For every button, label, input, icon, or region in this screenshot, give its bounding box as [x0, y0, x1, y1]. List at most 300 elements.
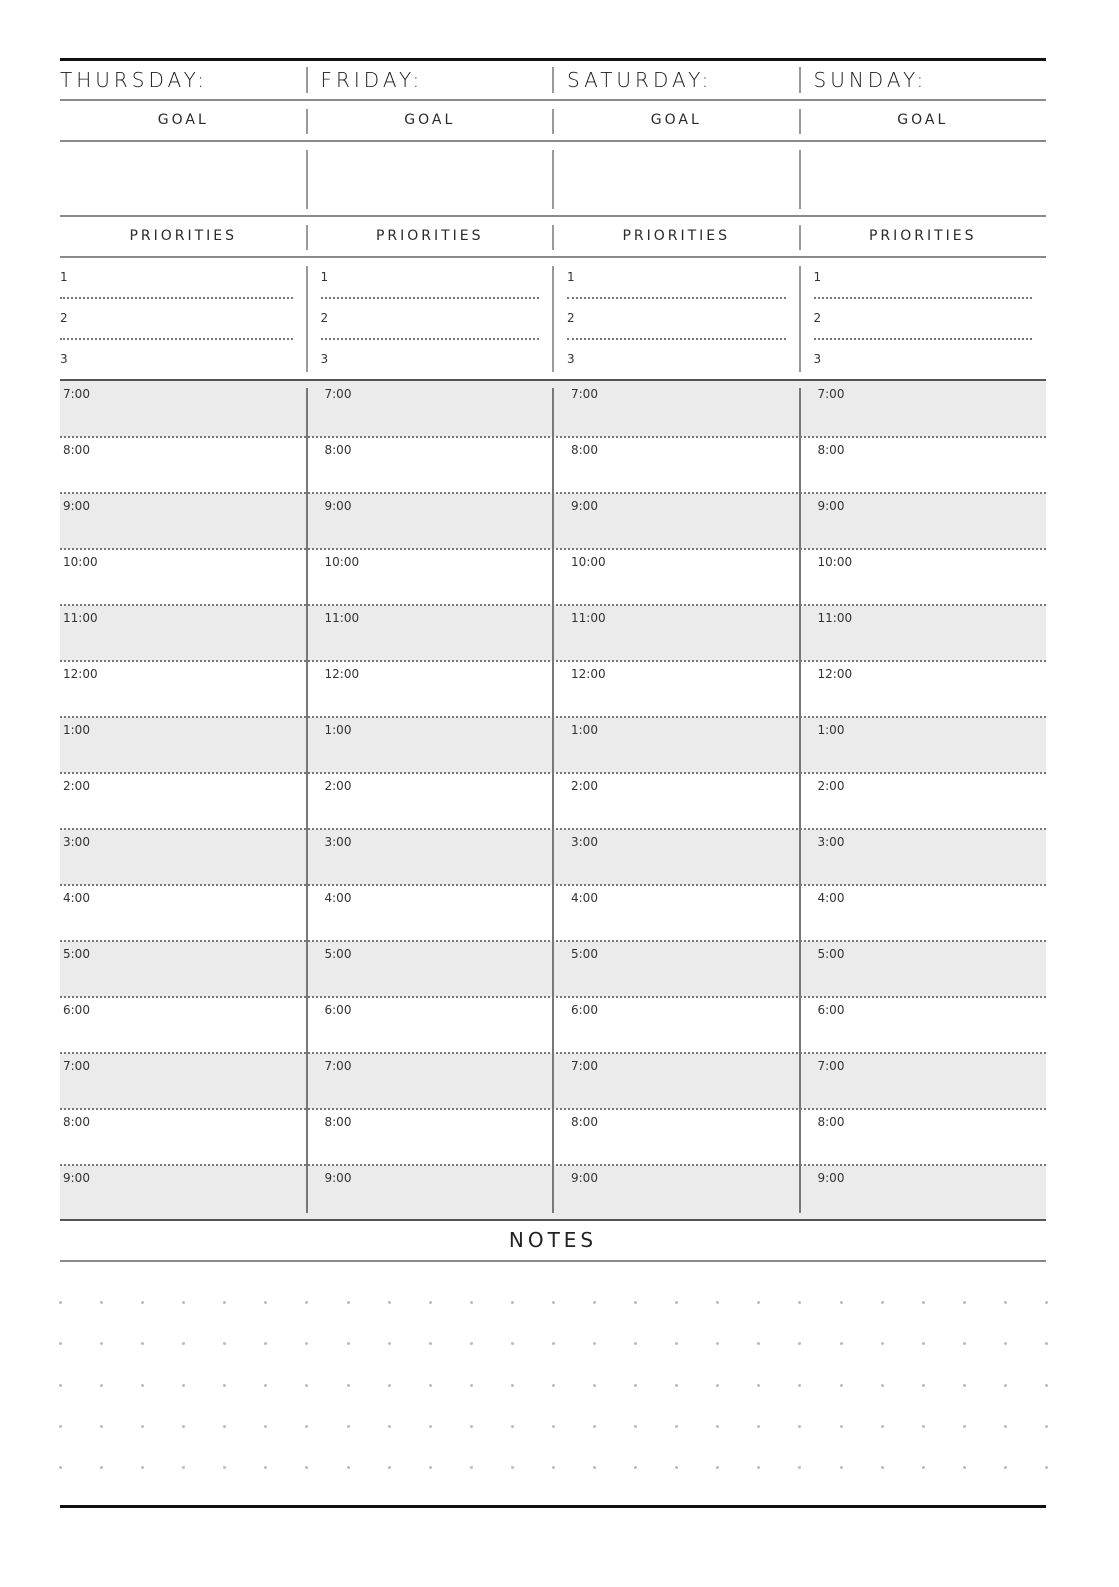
priority-input[interactable]: [74, 266, 291, 292]
grid-dot: [347, 1466, 350, 1469]
grid-dot: [922, 1425, 925, 1428]
grid-dot: [757, 1466, 760, 1469]
time-label: 11:00: [571, 611, 606, 625]
time-label: 7:00: [571, 387, 598, 401]
grid-dot: [593, 1384, 596, 1387]
goal-label: GOAL: [157, 112, 209, 128]
time-label: 9:00: [324, 499, 352, 513]
grid-dot: [881, 1301, 884, 1304]
time-slot-entry[interactable]: [110, 497, 297, 545]
time-label: 9:00: [571, 1171, 598, 1185]
grid-dot: [716, 1425, 719, 1428]
time-label: 7:00: [571, 1059, 598, 1073]
grid-dot: [141, 1301, 144, 1304]
priority-input[interactable]: [74, 307, 291, 333]
grid-dot: [881, 1466, 884, 1469]
goal-header-divider: [60, 140, 1046, 142]
grid-dot: [264, 1342, 267, 1345]
goal-label: GOAL: [404, 112, 456, 128]
grid-dot: [798, 1425, 801, 1428]
goal-label: GOAL: [897, 112, 949, 128]
priority-line: [321, 297, 540, 299]
day-header-divider: [60, 99, 1046, 101]
time-label: 1:00: [571, 723, 598, 737]
grid-dot: [675, 1301, 678, 1304]
grid-dot: [798, 1342, 801, 1345]
time-slot-entry[interactable]: [110, 721, 297, 769]
grid-dot: [593, 1466, 596, 1469]
grid-dot: [881, 1342, 884, 1345]
time-slot-entry[interactable]: [110, 1113, 297, 1161]
time-slot-entry[interactable]: [850, 721, 1037, 769]
column-separator: [306, 150, 308, 209]
day-label-0: THURSDAY:: [60, 68, 208, 92]
time-label: 3:00: [817, 835, 845, 849]
time-slot-entry[interactable]: [603, 721, 790, 769]
time-slot-entry[interactable]: [603, 1169, 790, 1217]
time-slot-entry[interactable]: [357, 441, 544, 489]
grid-dot: [552, 1301, 555, 1304]
grid-dot: [840, 1301, 843, 1304]
grid-dot: [798, 1466, 801, 1469]
grid-dot: [100, 1466, 103, 1469]
goal-input-area[interactable]: [559, 148, 794, 208]
day-label-3: SUNDAY:: [813, 68, 928, 92]
time-slot-entry[interactable]: [110, 1001, 297, 1049]
time-slot-entry[interactable]: [110, 889, 297, 937]
time-label: 4:00: [817, 891, 845, 905]
grid-dot: [881, 1384, 884, 1387]
grid-dot: [757, 1384, 760, 1387]
time-slot-entry[interactable]: [850, 833, 1037, 881]
time-slot-entry[interactable]: [357, 609, 544, 657]
grid-dot: [511, 1342, 514, 1345]
priority-input[interactable]: [335, 307, 538, 333]
time-slot-entry[interactable]: [603, 497, 790, 545]
grid-dot: [963, 1384, 966, 1387]
grid-dot: [470, 1384, 473, 1387]
grid-dot: [182, 1301, 185, 1304]
time-label: 12:00: [817, 667, 853, 681]
time-label: 4:00: [63, 891, 90, 905]
grid-dot: [963, 1301, 966, 1304]
grid-dot: [59, 1342, 62, 1345]
time-label: 11:00: [324, 611, 360, 625]
time-label: 2:00: [324, 779, 352, 793]
grid-dot: [305, 1342, 308, 1345]
time-label: 10:00: [817, 555, 853, 569]
priority-line: [567, 297, 786, 299]
time-label: 8:00: [324, 443, 352, 457]
time-label: 7:00: [324, 387, 352, 401]
priority-number: 2: [320, 311, 329, 325]
time-label: 3:00: [571, 835, 598, 849]
time-label: 1:00: [324, 723, 352, 737]
grid-dot: [675, 1425, 678, 1428]
column-separator: [799, 150, 801, 209]
time-slot-entry[interactable]: [110, 945, 297, 993]
day-label-1: FRIDAY:: [320, 68, 424, 92]
time-label: 12:00: [571, 667, 606, 681]
time-label: 9:00: [324, 1171, 352, 1185]
grid-dot: [1004, 1425, 1007, 1428]
grid-dot: [100, 1301, 103, 1304]
time-label: 8:00: [63, 443, 90, 457]
time-slot-entry[interactable]: [110, 833, 297, 881]
time-slot-entry[interactable]: [850, 553, 1037, 601]
time-label: 8:00: [571, 1115, 598, 1129]
grid-dot: [305, 1466, 308, 1469]
priority-input[interactable]: [828, 266, 1031, 292]
priority-input[interactable]: [335, 266, 538, 292]
grid-dot: [429, 1301, 432, 1304]
grid-dot: [141, 1425, 144, 1428]
time-label: 8:00: [324, 1115, 352, 1129]
grid-dot: [511, 1301, 514, 1304]
priorities-header-divider: [60, 256, 1046, 258]
grid-dot: [1045, 1425, 1048, 1428]
grid-dot: [388, 1466, 391, 1469]
grid-dot: [388, 1301, 391, 1304]
time-label: 10:00: [63, 555, 98, 569]
grid-dot: [470, 1342, 473, 1345]
grid-dot: [347, 1425, 350, 1428]
priority-input[interactable]: [74, 348, 291, 374]
time-label: 9:00: [63, 1171, 90, 1185]
column-separator: [552, 266, 554, 372]
time-slot-entry[interactable]: [110, 1057, 297, 1105]
time-label: 9:00: [817, 1171, 845, 1185]
time-slot-entry[interactable]: [850, 1169, 1037, 1217]
time-slot-entry[interactable]: [110, 665, 297, 713]
time-label: 11:00: [817, 611, 853, 625]
time-label: 9:00: [817, 499, 845, 513]
priority-input[interactable]: [335, 348, 538, 374]
grid-dot: [963, 1466, 966, 1469]
grid-dot: [757, 1301, 760, 1304]
time-slot-entry[interactable]: [357, 665, 544, 713]
grid-dot: [634, 1301, 637, 1304]
grid-dot: [798, 1384, 801, 1387]
time-slot-entry[interactable]: [850, 1001, 1037, 1049]
grid-dot: [511, 1384, 514, 1387]
goal-area-divider: [60, 215, 1046, 217]
grid-dot: [1004, 1466, 1007, 1469]
priority-input[interactable]: [828, 307, 1031, 333]
time-slot-entry[interactable]: [357, 385, 544, 433]
time-label: 6:00: [63, 1003, 90, 1017]
time-label: 10:00: [571, 555, 606, 569]
grid-dot: [429, 1466, 432, 1469]
priority-line: [60, 297, 293, 299]
column-separator: [552, 388, 554, 1213]
grid-dot: [552, 1342, 555, 1345]
grid-dot: [593, 1342, 596, 1345]
grid-dot: [388, 1425, 391, 1428]
time-slot-entry[interactable]: [357, 889, 544, 937]
time-label: 7:00: [63, 387, 90, 401]
time-slot-entry[interactable]: [603, 833, 790, 881]
time-slot-entry[interactable]: [110, 609, 297, 657]
grid-dot: [634, 1425, 637, 1428]
time-label: 7:00: [324, 1059, 352, 1073]
grid-dot: [511, 1425, 514, 1428]
time-slot-entry[interactable]: [850, 609, 1037, 657]
goal-input-area[interactable]: [66, 148, 301, 208]
column-separator: [799, 225, 801, 250]
grid-dot: [634, 1384, 637, 1387]
time-slot-entry[interactable]: [603, 385, 790, 433]
time-label: 8:00: [817, 443, 845, 457]
grid-dot: [757, 1342, 760, 1345]
priorities-label: PRIORITIES: [622, 228, 731, 244]
column-separator: [306, 225, 308, 250]
grid-dot: [264, 1301, 267, 1304]
weekly-planner-page: [60, 0, 1046, 1587]
column-separator: [799, 266, 801, 372]
grid-dot: [59, 1301, 62, 1304]
priorities-label: PRIORITIES: [868, 228, 977, 244]
time-slot-entry[interactable]: [603, 1113, 790, 1161]
day-label-2: SATURDAY:: [567, 68, 713, 92]
grid-dot: [141, 1384, 144, 1387]
time-label: 8:00: [63, 1115, 90, 1129]
grid-dot: [141, 1342, 144, 1345]
time-slot-entry[interactable]: [357, 1001, 544, 1049]
time-slot-entry[interactable]: [110, 1169, 297, 1217]
priority-line: [567, 338, 786, 340]
grid-dot: [1045, 1301, 1048, 1304]
grid-dot: [716, 1342, 719, 1345]
time-slot-entry[interactable]: [850, 945, 1037, 993]
time-slot-entry[interactable]: [850, 385, 1037, 433]
time-slot-entry[interactable]: [357, 945, 544, 993]
grid-dot: [716, 1384, 719, 1387]
time-label: 4:00: [571, 891, 598, 905]
priority-input[interactable]: [581, 266, 784, 292]
grid-dot: [922, 1384, 925, 1387]
grid-dot: [429, 1342, 432, 1345]
grid-dot: [552, 1384, 555, 1387]
priority-line: [814, 338, 1033, 340]
time-slot-entry[interactable]: [603, 889, 790, 937]
grid-dot: [840, 1466, 843, 1469]
grid-dot: [757, 1425, 760, 1428]
goal-input-area[interactable]: [313, 148, 548, 208]
time-slot-entry[interactable]: [850, 1057, 1037, 1105]
grid-dot: [922, 1342, 925, 1345]
time-slot-entry[interactable]: [110, 553, 297, 601]
grid-dot: [388, 1384, 391, 1387]
priority-line: [814, 297, 1033, 299]
grid-dot: [470, 1425, 473, 1428]
priority-number: 3: [60, 352, 68, 366]
grid-dot: [1045, 1384, 1048, 1387]
time-slot-entry[interactable]: [603, 665, 790, 713]
grid-dot: [223, 1425, 226, 1428]
grid-dot: [182, 1342, 185, 1345]
grid-dot: [1004, 1384, 1007, 1387]
time-slot-entry[interactable]: [603, 609, 790, 657]
time-label: 12:00: [63, 667, 98, 681]
grid-dot: [716, 1301, 719, 1304]
time-label: 5:00: [571, 947, 598, 961]
grid-dot: [675, 1466, 678, 1469]
grid-dot: [223, 1466, 226, 1469]
time-label: 6:00: [571, 1003, 598, 1017]
grid-dot: [716, 1466, 719, 1469]
time-slot-entry[interactable]: [110, 777, 297, 825]
column-separator: [552, 67, 554, 93]
grid-dot: [59, 1425, 62, 1428]
column-separator: [799, 67, 801, 93]
time-label: 8:00: [817, 1115, 845, 1129]
top-border: [60, 58, 1046, 61]
time-slot-entry[interactable]: [850, 441, 1037, 489]
grid-dot: [305, 1301, 308, 1304]
grid-dot: [1004, 1301, 1007, 1304]
time-slot-entry[interactable]: [850, 497, 1037, 545]
grid-dot: [922, 1466, 925, 1469]
grid-dot: [264, 1425, 267, 1428]
priority-input[interactable]: [581, 307, 784, 333]
grid-dot: [264, 1466, 267, 1469]
grid-dot: [593, 1301, 596, 1304]
grid-dot: [59, 1384, 62, 1387]
grid-dot: [634, 1342, 637, 1345]
time-label: 4:00: [324, 891, 352, 905]
grid-dot: [963, 1425, 966, 1428]
time-label: 12:00: [324, 667, 360, 681]
grid-dot: [840, 1342, 843, 1345]
column-separator: [552, 109, 554, 134]
time-label: 5:00: [324, 947, 352, 961]
time-slot-entry[interactable]: [603, 1057, 790, 1105]
time-label: 5:00: [63, 947, 90, 961]
time-slot-entry[interactable]: [357, 1169, 544, 1217]
grid-dot: [470, 1466, 473, 1469]
grid-dot: [552, 1425, 555, 1428]
priority-line: [321, 338, 540, 340]
column-separator: [306, 266, 308, 372]
grid-dot: [182, 1425, 185, 1428]
time-label: 9:00: [63, 499, 90, 513]
time-slot-entry[interactable]: [357, 1057, 544, 1105]
grid-dot: [223, 1301, 226, 1304]
grid-dot: [675, 1384, 678, 1387]
time-slot-entry[interactable]: [850, 1113, 1037, 1161]
time-label: 1:00: [817, 723, 845, 737]
priority-number: 3: [320, 352, 329, 366]
time-slot-entry[interactable]: [850, 665, 1037, 713]
grid-dot: [675, 1342, 678, 1345]
time-slot-entry[interactable]: [850, 889, 1037, 937]
goal-label: GOAL: [650, 112, 702, 128]
time-slot-entry[interactable]: [110, 385, 297, 433]
column-separator: [306, 67, 308, 93]
priorities-label: PRIORITIES: [375, 228, 484, 244]
time-label: 6:00: [324, 1003, 352, 1017]
time-slot-entry[interactable]: [603, 945, 790, 993]
time-slot-entry[interactable]: [357, 721, 544, 769]
time-label: 11:00: [63, 611, 98, 625]
priorities-label: PRIORITIES: [129, 228, 238, 244]
time-label: 6:00: [817, 1003, 845, 1017]
grid-dot: [305, 1384, 308, 1387]
time-slot-entry[interactable]: [357, 777, 544, 825]
time-slot-entry[interactable]: [603, 1001, 790, 1049]
grid-dot: [1045, 1342, 1048, 1345]
schedule-bottom-divider: [60, 1219, 1046, 1221]
grid-dot: [840, 1425, 843, 1428]
time-slot-entry[interactable]: [603, 553, 790, 601]
grid-dot: [511, 1466, 514, 1469]
grid-dot: [963, 1342, 966, 1345]
priority-input[interactable]: [581, 348, 784, 374]
grid-dot: [347, 1342, 350, 1345]
grid-dot: [100, 1342, 103, 1345]
priority-number: 3: [567, 352, 575, 366]
column-separator: [306, 109, 308, 134]
grid-dot: [922, 1301, 925, 1304]
grid-dot: [1004, 1342, 1007, 1345]
priority-number: 1: [567, 270, 575, 284]
time-slot-entry[interactable]: [357, 553, 544, 601]
time-label: 2:00: [817, 779, 845, 793]
priority-number: 1: [60, 270, 68, 284]
time-slot-entry[interactable]: [603, 441, 790, 489]
time-label: 7:00: [817, 1059, 845, 1073]
grid-dot: [305, 1425, 308, 1428]
grid-dot: [223, 1384, 226, 1387]
time-slot-entry[interactable]: [357, 497, 544, 545]
grid-dot: [141, 1466, 144, 1469]
time-slot-entry[interactable]: [357, 833, 544, 881]
notes-title: NOTES: [508, 1228, 598, 1252]
grid-dot: [634, 1466, 637, 1469]
time-slot-entry[interactable]: [603, 777, 790, 825]
grid-dot: [182, 1466, 185, 1469]
grid-dot: [593, 1425, 596, 1428]
time-slot-entry[interactable]: [110, 441, 297, 489]
grid-dot: [470, 1301, 473, 1304]
grid-dot: [347, 1384, 350, 1387]
column-separator: [799, 109, 801, 134]
priority-line: [60, 338, 293, 340]
time-slot-entry[interactable]: [357, 1113, 544, 1161]
priority-number: 2: [813, 311, 822, 325]
priority-input[interactable]: [828, 348, 1031, 374]
grid-dot: [881, 1425, 884, 1428]
grid-dot: [388, 1342, 391, 1345]
grid-dot: [264, 1384, 267, 1387]
time-label: 7:00: [63, 1059, 90, 1073]
column-separator: [552, 225, 554, 250]
grid-dot: [223, 1342, 226, 1345]
notes-header-divider: [60, 1260, 1046, 1262]
time-label: 7:00: [817, 387, 845, 401]
grid-dot: [552, 1466, 555, 1469]
time-label: 10:00: [324, 555, 360, 569]
time-label: 3:00: [324, 835, 352, 849]
time-slot-entry[interactable]: [850, 777, 1037, 825]
goal-input-area[interactable]: [806, 148, 1041, 208]
column-separator: [306, 388, 308, 1213]
column-separator: [799, 388, 801, 1213]
grid-dot: [59, 1466, 62, 1469]
bottom-border: [60, 1505, 1046, 1508]
priority-number: 1: [320, 270, 329, 284]
